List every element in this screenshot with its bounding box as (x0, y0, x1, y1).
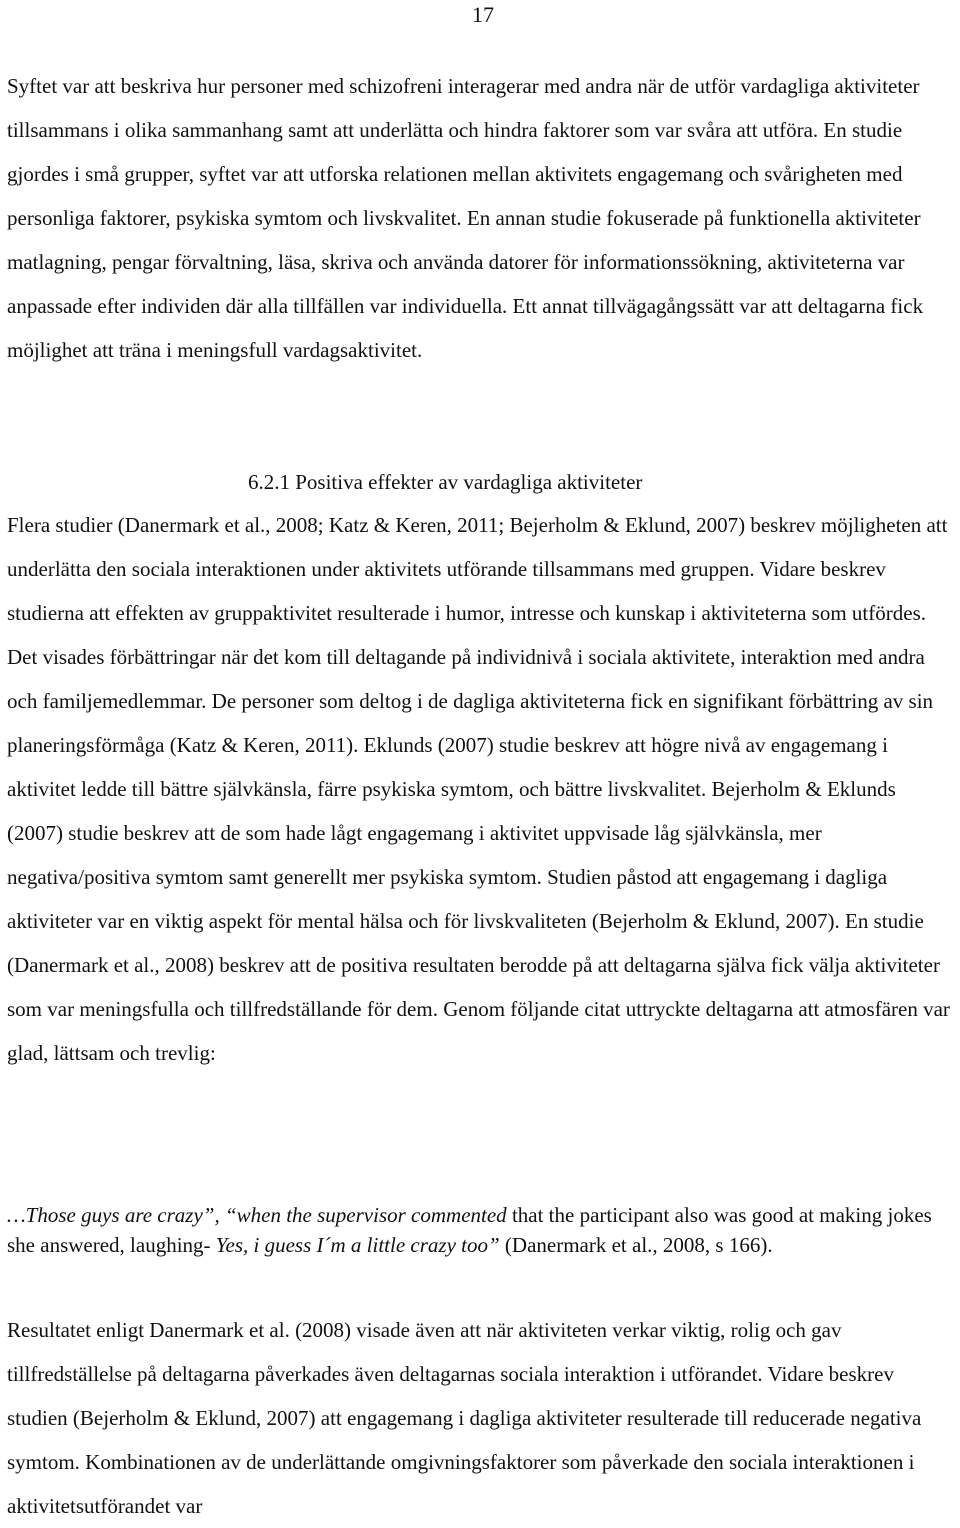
quote-italic-1: …Those guys are crazy”, “when the supervisor commented (7, 1203, 507, 1227)
page-number: 17 (472, 2, 494, 27)
quote-plain-2: (Danermark et al., 2008, s 166). (499, 1233, 773, 1257)
section-heading: 6.2.1 Positiva effekter av vardagliga aktiviteter (248, 470, 643, 494)
paragraph-results: Resultatet enligt Danermark et al. (2008) visade även att när aktiviteten verkar viktig, rolig och gav tillfredställelse på deltagarna påverkades även deltagarnas sociala interaktion i utförandet. Vidare beskrev studien (Bejerholm & Eklund, 2007) att engagemang i dagliga aktiviteter resulterade till reducerade negativa symtom. Kombinationen av de underlättande omgivningsfaktorer som påverkade den sociala interaktionen i aktivitetsutförandet var (7, 1318, 922, 1518)
paragraph-aim: Syftet var att beskriva hur personer med schizofreni interagerar med andra när de utför vardagliga aktiviteter tillsammans i olika sammanhang samt att underlätta och hindra faktorer som var svåra att utföra. En studie gjordes i små grupper, syftet var att utforska relationen mellan aktivitets engagemang och svårigheten med personliga faktorer, psykiska symtom och livskvalitet. En annan studie fokuserade på funktionella aktiviteter matlagning, pengar förvaltning, läsa, skriva och använda datorer för informationssökning, aktiviteterna var anpassade efter individen där alla tillfällen var individuella. Ett annat tillvägagångssätt var att deltagarna fick möjlighet att träna i meningsfull vardagsaktivitet. (7, 74, 924, 362)
quote-plain-1: that the participant also was good at making jokes she answered, laughing- (7, 1203, 932, 1257)
quote-italic-2: Yes, i guess I´m a little crazy too” (215, 1233, 500, 1257)
paragraph-positive-effects: Flera studier (Danermark et al., 2008; Katz & Keren, 2011; Bejerholm & Eklund, 2007) beskrev möjligheten att underlätta den sociala interaktionen under aktivitets utförande tillsammans med gruppen. Vidare beskrev studierna att effekten av gruppaktivitet resulterade i humor, intresse och kunskap i aktiviteterna som utfördes. Det visades förbättringar när det kom till deltagande på individnivå i sociala aktivitete, interaktion med andra och familjemedlemmar. De personer som deltog i de dagliga aktiviteterna fick en signifikant förbättring av sin planeringsförmåga (Katz & Keren, 2011). Eklunds (2007) studie beskrev att högre nivå av engagemang i aktivitet ledde till bättre självkänsla, färre psykiska symtom, och bättre livskvalitet. Bejerholm & Eklunds (2007) studie beskrev att de som hade lågt engagemang i aktivitet uppvisade låg självkänsla, mer negativa/positiva symtom samt generellt mer psykiska symtom. Studien påstod att engagemang i dagliga aktiviteter var en viktig aspekt för mental hälsa och för livskvaliteten (Bejerholm & Eklund, 2007). En studie (Danermark et al., 2008) beskrev att de positiva resultaten berodde på att deltagarna själva fick välja aktiviteter som var meningsfulla och tillfredställande för dem. Genom följande citat uttryckte deltagarna att atmosfären var glad, lättsam och trevlig: (7, 513, 950, 1065)
block-quote (7, 1200, 957, 1260)
